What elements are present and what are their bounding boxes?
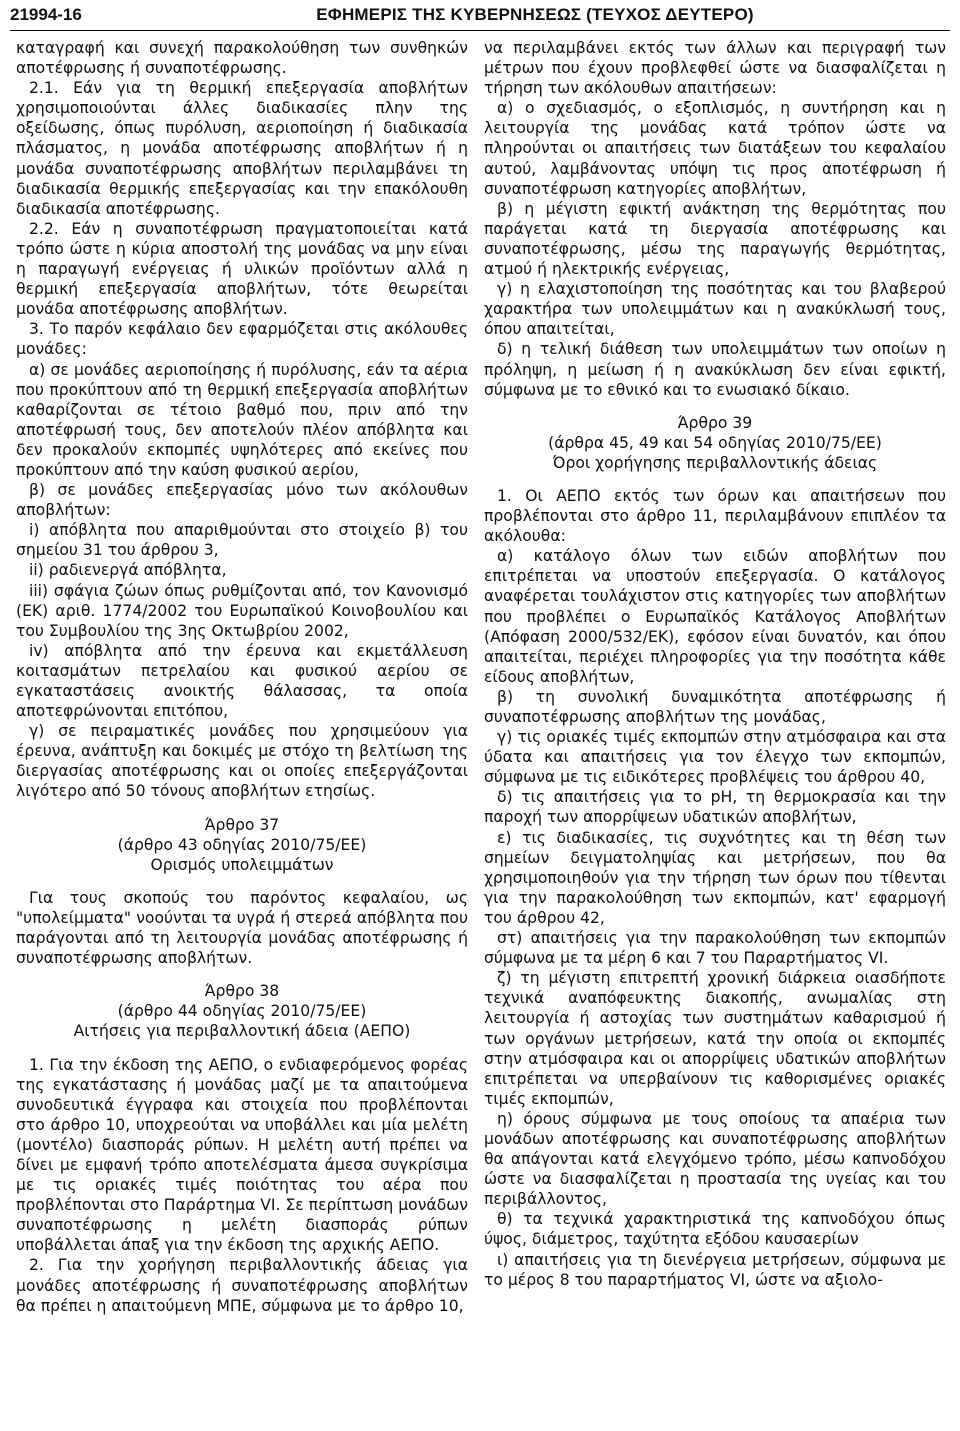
paragraph: 2.1. Εάν για τη θερμική επεξεργασία αποβλήτων χρησιμοποιούνται άλλες διαδικασίες πλην της οξείδωσης, όπως πυρόλυση, αεριοποίηση ή διαδικασία πλάσματος, η μονάδα αποτέφρωσης αποβλήτων ή η μονάδα συναποτέφρωσης αποβλήτων περιλαμβάνει τη διαδικασία θερμικής επεξεργασίας και την επακόλουθη διαδικασία αποτέφρωσης. <box>16 79 468 218</box>
gazette-title: ΕΦΗΜΕΡΙΣ ΤΗΣ ΚΥΒΕΡΝΗΣΕΩΣ (ΤΕΥΧΟΣ ΔΕΥΤΕΡΟ) <box>316 5 754 24</box>
paragraph: Για τους σκοπούς του παρόντος κεφαλαίου, ως "υπολείμματα" νοούνται τα υγρά ή στερεά απόβλητα που παράγονται από τη λειτουργία μονάδας αποτέφρωσης ή συναποτέφρωσης αποβλήτων. <box>16 888 468 968</box>
article-number: Άρθρο 39 <box>677 413 753 432</box>
article-heading <box>484 413 946 473</box>
article-number: Άρθρο 38 <box>204 982 280 1001</box>
page-header <box>10 0 950 31</box>
article-title: Αιτήσεις για περιβαλλοντική άδεια (ΑΕΠΟ) <box>73 1022 411 1041</box>
paragraph: η) όρους σύμφωνα με τους οποίους τα απαέρια των μονάδων αποτέφρωσης και συναποτέφρωσης αποβλήτων θα απάγονται κατά ελεγχόμενο τρόπο, μέσω καπνοδόχου ώστε να διασφαλίζεται η προστασία της υγείας και του περιβάλλοντος, <box>484 1109 946 1209</box>
paragraph: ε) τις διαδικασίες, τις συχνότητες και τη θέση των σημείων δειγματοληψίας και μετρήσεων, που θα χρησιμοποιηθούν για την τήρηση των όρων που τίθενται για την παρακολούθηση των εκπομπών, κατ' εφαρμογή του άρθρου 42, <box>484 828 946 927</box>
paragraph: γ) η ελαχιστοποίηση της ποσότητας και του βλαβερού χαρακτήρα των υπολειμμάτων και η ανακύκλωσή τους, όπου απαιτείται, <box>484 280 946 339</box>
paragraph: 1. Οι ΑΕΠΟ εκτός των όρων και απαιτήσεων που προβλέπονται στο άρθρο 11, περιλαμβάνουν επιπλέον τα ακόλουθα: <box>484 486 946 546</box>
article-source: (άρθρο 44 οδηγίας 2010/75/ΕΕ) <box>117 1002 367 1021</box>
paragraph: γ) τις οριακές τιμές εκπομπών στην ατμόσφαιρα και στα ύδατα και απαιτήσεις για τον έλεγχο των εκπομπών, σύμφωνα με τις ειδικότερες προβλέψεις του άρθρου 40, <box>484 728 946 787</box>
paragraph: ζ) τη μέγιστη επιτρεπτή χρονική διάρκεια οιασδήποτε τεχνικά αναπόφευκτης διακοπής, ανωμαλίας στη λειτουργία ή αστοχίας των συστημάτων καθαρισμού ή των οργάνων μετρήσεων, κατά την οποία οι εκπομπές στην ατμόσφαιρα και οι απορρίψεις υδατικών αποβλήτων επιτρέπεται να υπερβαίνουν τις καθορισμένες οριακές τιμές εκπομπών, <box>484 969 946 1108</box>
paragraph: β) η μέγιστη εφικτή ανάκτηση της θερμότητας που παράγεται κατά τη διεργασία αποτέφρωσης και συναποτέφρωσης, μέσω της παραγωγής θερμότητας, ατμού ή ηλεκτρικής ενέργειας, <box>484 199 946 279</box>
article-source: (άρθρο 43 οδηγίας 2010/75/ΕΕ) <box>117 835 367 854</box>
article-title: Όροι χορήγησης περιβαλλοντικής άδειας <box>552 453 878 472</box>
paragraph: α) σε μονάδες αεριοποίησης ή πυρόλυσης, εάν τα αέρια που προκύπτουν από τη θερμική επεξεργασία αποβλήτων καθαρίζονται σε τέτοιο βαθμό που, πριν από την αποτέφρωσή τους, δεν αποτελούν πλέον απόβλητα και δεν προκαλούν εκπομπές υψηλότερες από εκείνες που προκύπτουν από την καύση φυσικού αερίου, <box>16 360 468 479</box>
paragraph: α) κατάλογο όλων των ειδών αποβλήτων που επιτρέπεται να υποστούν επεξεργασία. Ο κατάλογος αναφέρεται τουλάχιστον στις κατηγορίες των αποβλήτων που προβλέπει ο Ευρωπαϊκός Κατάλογος Αποβλήτων (Απόφαση 2000/532/ΕΚ), εφόσον είναι δυνατόν, και όπου απαιτείται, περιέχει πληροφορίες για την ποσότητα κάθε είδους αποβλήτων, <box>484 547 946 686</box>
paragraph: 2.2. Εάν η συναποτέφρωση πραγματοποιείται κατά τρόπο ώστε η κύρια αποστολή της μονάδας να μην είναι η παραγωγή ενέργειας ή υλικών προϊόντων αλλά η θερμική επεξεργασία αποβλήτων, τότε θεωρείται μονάδα αποτέφρωσης αποβλήτων. <box>16 219 468 319</box>
page-number: 21994-16 <box>10 5 82 24</box>
paragraph: i) απόβλητα που απαριθμούνται στο στοιχείο β) του σημείου 31 του άρθρου 3, <box>16 521 468 560</box>
paragraph: στ) απαιτήσεις για την παρακολούθηση των εκπομπών σύμφωνα με τα μέρη 6 και 7 του Παραρτήματος VI. <box>484 929 946 968</box>
paragraph: α) ο σχεδιασμός, ο εξοπλισμός, η συντήρηση και η λειτουργία της μονάδας κατά τρόπον ώστε να πληρούνται οι απαιτήσεις των διατάξεων του κεφαλαίου αυτού, λαμβάνοντας υπόψη τις προς αποτέφρωση ή συναποτέφρωση κατηγορίες αποβλήτων, <box>484 99 946 198</box>
right-column <box>484 38 946 1290</box>
article-heading <box>16 815 468 875</box>
paragraph: β) τη συνολική δυναμικότητα αποτέφρωσης ή συναποτέφρωσης αποβλήτων της μονάδας, <box>484 687 946 726</box>
paragraph: 2. Για την χορήγηση περιβαλλοντικής άδειας για μονάδες αποτέφρωσης ή συναποτέφρωσης αποβλήτων θα πρέπει η απαιτούμενη ΜΠΕ, σύμφωνα με το άρθρο 10, <box>16 1256 468 1315</box>
paragraph: iv) απόβλητα από την έρευνα και εκμετάλλευση κοιτασμάτων πετρελαίου και φυσικού αερίου σε εγκαταστάσεις ανοικτής θάλασσας, τα οποία αποτεφρώνονται επιτόπου, <box>16 641 468 721</box>
article-heading <box>16 981 468 1041</box>
paragraph: καταγραφή και συνεχή παρακολούθηση των συνθηκών αποτέφρωσης ή συναποτέφρωσης. <box>16 39 468 78</box>
article-number: Άρθρο 37 <box>204 815 280 834</box>
article-title: Ορισμός υπολειμμάτων <box>150 855 334 874</box>
paragraph: ii) ραδιενεργά απόβλητα, <box>29 561 227 580</box>
paragraph: θ) τα τεχνικά χαρακτηριστικά της καπνοδόχου όπως ύψος, διάμετρος, ταχύτητα εξόδου καυσαερίων <box>484 1210 946 1249</box>
paragraph: δ) τις απαιτήσεις για το pH, τη θερμοκρασία και την παροχή των απορρίψεων υδατικών αποβλήτων, <box>484 788 946 827</box>
paragraph: δ) η τελική διάθεση των υπολειμμάτων των οποίων η πρόληψη, η μείωση ή η ανακύκλωση δεν είναι εφικτή, σύμφωνα με το εθνικό και το ενωσιακό δίκαιο. <box>484 340 946 399</box>
paragraph: ι) απαιτήσεις για τη διενέργεια μετρήσεων, σύμφωνα με το μέρος 8 του παραρτήματος VI, ώστε να αξιολο- <box>484 1250 946 1289</box>
article-source: (άρθρα 45, 49 και 54 οδηγίας 2010/75/ΕΕ) <box>548 433 882 452</box>
paragraph: να περιλαμβάνει εκτός των άλλων και περιγραφή των μέτρων που έχουν προβλεφθεί ώστε να διασφαλίζεται η τήρηση των ακόλουθων απαιτήσεων: <box>484 39 946 98</box>
paragraph: 3. Το παρόν κεφάλαιο δεν εφαρμόζεται στις ακόλουθες μονάδες: <box>16 320 468 359</box>
paragraph: 1. Για την έκδοση της ΑΕΠΟ, ο ενδιαφερόμενος φορέας της εγκατάστασης ή μονάδας μαζί με τα απαιτούμενα συνοδευτικά έγγραφα και στοιχεία που προβλέπονται στο άρθρο 10, υποχρεούται να υποβάλλει και μία μελέτη (μοντέλο) διασποράς ρύπων. Η μελέτη αυτή πρέπει να δίνει με εμφανή τρόπο αποτελέσματα άμεσα συγκρίσιμα με τις οριακές τιμές ποιότητας του αέρα που προβλέπονται στο Παράρτημα VI. Σε περίπτωση μονάδων συναποτέφρωσης η μελέτη διασποράς ρύπων υποβάλλεται άπαξ για την έκδοση της αρχικής ΑΕΠΟ. <box>16 1055 468 1255</box>
paragraph: γ) σε πειραματικές μονάδες που χρησιμεύουν για έρευνα, ανάπτυξη και δοκιμές με στόχο τη βελτίωση της διεργασίας αποτέφρωσης και οι οποίες επεξεργάζονται λιγότερο από 50 τόνους αποβλήτων ετησίως. <box>16 722 468 801</box>
paragraph: β) σε μονάδες επεξεργασίας μόνο των ακόλουθων αποβλήτων: <box>16 481 468 520</box>
left-column <box>16 38 468 1316</box>
paragraph: iii) σφάγια ζώων όπως ρυθμίζονται από, τον Κανονισμό (ΕΚ) αριθ. 1774/2002 του Ευρωπαϊκού Κοινοβουλίου και του Συμβουλίου της 3ης Οκτωβρίου 2002, <box>16 581 468 640</box>
